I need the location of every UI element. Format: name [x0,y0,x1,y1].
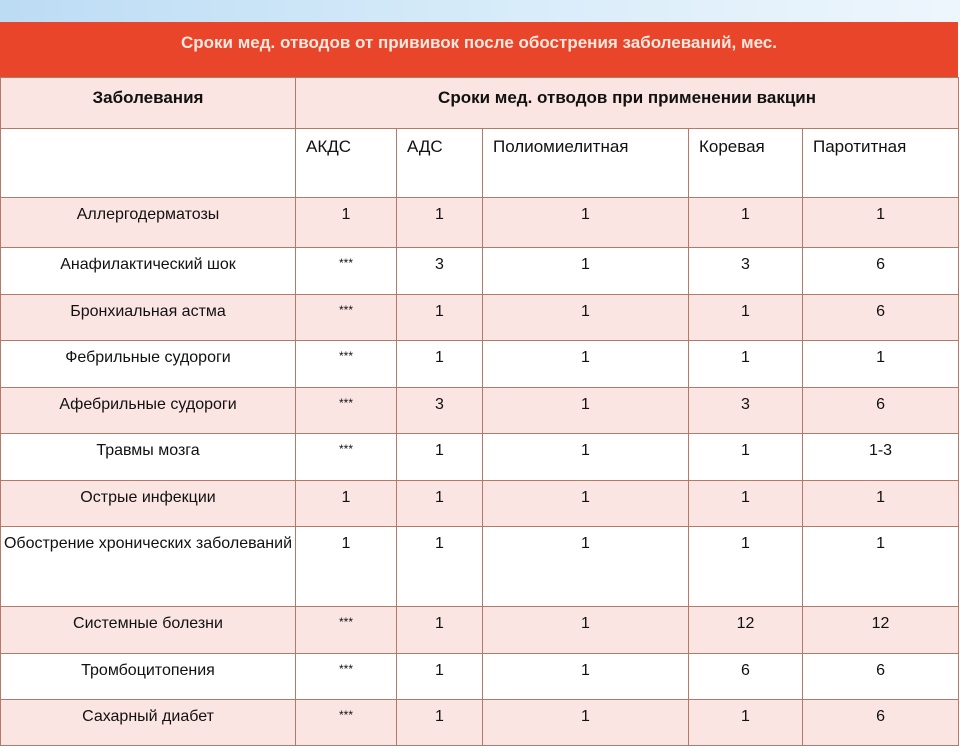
value-cell: 1 [397,607,483,654]
value-cell: 12 [689,607,803,654]
background-sky [0,0,960,22]
value-cell: 3 [689,388,803,434]
value-cell: 1 [397,198,483,248]
header-disease: Заболевания [1,78,296,129]
value-cell: 1 [397,700,483,746]
table-row [1,434,959,481]
value-cell: 1 [689,341,803,388]
value-cell: 1 [689,198,803,248]
value-cell: 1 [483,481,689,527]
value-cell: 3 [397,388,483,434]
value-cell: 1 [296,481,397,527]
value-cell: 1 [483,388,689,434]
value-cell: 1 [483,295,689,341]
table-row [1,607,959,654]
disease-cell: Системные болезни [1,607,296,654]
value-cell: 1 [689,700,803,746]
value-cell: 12 [803,607,959,654]
disease-cell: Сахарный диабет [1,700,296,746]
value-cell: 1 [296,527,397,607]
value-cell: 6 [803,248,959,295]
disease-cell: Тромбоцитопения [1,654,296,700]
medical-exemption-table [0,77,959,746]
value-cell: 1 [397,295,483,341]
value-cell: *** [296,434,397,481]
value-cell: 1 [483,434,689,481]
vaccine-akds: АКДС [296,129,397,198]
value-cell: 1 [397,341,483,388]
vaccine-header-row [1,129,959,198]
disease-cell: Афебрильные судороги [1,388,296,434]
value-cell: *** [296,248,397,295]
value-cell: 1 [397,481,483,527]
value-cell: *** [296,341,397,388]
vaccine-ads: АДС [397,129,483,198]
value-cell: 1 [803,198,959,248]
table-row [1,295,959,341]
value-cell: 1 [483,341,689,388]
value-cell: 6 [803,295,959,341]
value-cell: 1-3 [803,434,959,481]
table-row [1,481,959,527]
value-cell: 1 [296,198,397,248]
value-cell: 1 [483,248,689,295]
value-cell: 3 [689,248,803,295]
empty-cell [1,129,296,198]
value-cell: 1 [483,700,689,746]
value-cell: 1 [689,295,803,341]
value-cell: 1 [803,527,959,607]
value-cell: 3 [397,248,483,295]
disease-cell: Анафилактический шок [1,248,296,295]
value-cell: 6 [803,654,959,700]
value-cell: *** [296,607,397,654]
table-row [1,388,959,434]
value-cell: 1 [397,434,483,481]
disease-cell: Острые инфекции [1,481,296,527]
value-cell: 1 [803,341,959,388]
table-row [1,700,959,746]
vaccine-polio: Полиомиелитная [483,129,689,198]
value-cell: 6 [689,654,803,700]
table-row [1,198,959,248]
disease-cell: Аллергодерматозы [1,198,296,248]
value-cell: 6 [803,700,959,746]
value-cell: 1 [803,481,959,527]
table-row [1,527,959,607]
value-cell: *** [296,700,397,746]
disease-cell: Бронхиальная астма [1,295,296,341]
disease-cell: Травмы мозга [1,434,296,481]
value-cell: 1 [483,654,689,700]
value-cell: 1 [397,527,483,607]
vaccine-measles: Коревая [689,129,803,198]
table-row [1,654,959,700]
value-cell: 1 [483,198,689,248]
table-row [1,248,959,295]
disease-cell: Обострение хронических заболеваний [1,527,296,607]
disease-cell: Фебрильные судороги [1,341,296,388]
value-cell: 6 [803,388,959,434]
vaccine-mumps: Паротитная [803,129,959,198]
value-cell: 1 [483,527,689,607]
value-cell: 1 [483,607,689,654]
value-cell: 1 [689,481,803,527]
value-cell: 1 [397,654,483,700]
table-row [1,341,959,388]
table-title: Сроки мед. отводов от прививок после обострения заболеваний, мес. [0,22,958,77]
value-cell: 1 [689,434,803,481]
value-cell: *** [296,295,397,341]
header-periods: Сроки мед. отводов при применении вакцин [296,78,959,129]
value-cell: *** [296,654,397,700]
value-cell: *** [296,388,397,434]
value-cell: 1 [689,527,803,607]
header-row [1,78,959,129]
